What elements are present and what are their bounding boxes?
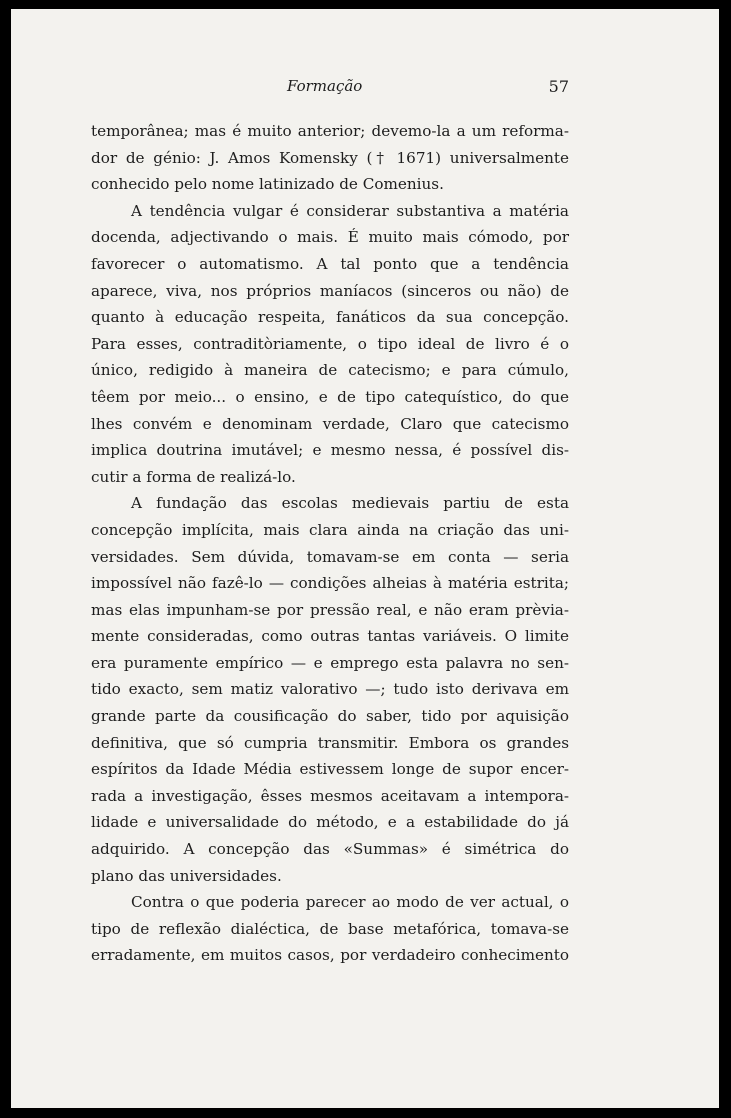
page-number: 57 bbox=[548, 77, 569, 96]
text-line: mente consideradas, como outras tantas variáveis. O limite bbox=[91, 627, 569, 646]
text-line: A fundação das escolas medievais partiu de esta bbox=[131, 494, 569, 513]
text-line: conhecido pelo nome latinizado de Comenius. bbox=[91, 175, 444, 194]
text-line: espíritos da Idade Média estivessem longe de supor encer- bbox=[91, 760, 569, 779]
text-line: concepção implícita, mais clara ainda na criação das uni- bbox=[91, 520, 569, 539]
text-line: Para esses, contraditòriamente, o tipo ideal de livro é o bbox=[91, 334, 569, 353]
text-line: versidades. Sem dúvida, tomavam-se em conta — seria bbox=[91, 547, 569, 566]
text-line: era puramente empírico — e emprego esta palavra no sen- bbox=[91, 653, 569, 672]
text-line: adquirido. A concepção das «Summas» é simétrica do bbox=[91, 840, 569, 859]
text-line: único, redigido à maneira de catecismo; e para cúmulo, bbox=[91, 361, 569, 380]
text-line: implica doutrina imutável; e mesmo nessa, é possível dis- bbox=[91, 441, 569, 460]
text-line: aparece, viva, nos próprios maníacos (sinceros ou não) de bbox=[91, 281, 569, 300]
text-line: grande parte da cousificação do saber, tido por aquisição bbox=[91, 707, 569, 726]
text-line: docenda, adjectivando o mais. É muito mais cómodo, por bbox=[91, 228, 569, 247]
text-line: dor de génio: J. Amos Komensky († 1671) universalmente bbox=[91, 148, 569, 167]
text-line: temporânea; mas é muito anterior; devemo-la a um reforma- bbox=[91, 122, 569, 140]
page-header bbox=[91, 77, 569, 99]
text-line: mas elas impunham-se por pressão real, e não eram prèvia- bbox=[91, 600, 569, 619]
body-text bbox=[91, 118, 569, 969]
text-line: definitiva, que só cumpria transmitir. Embora os grandes bbox=[91, 733, 569, 752]
text-line: lhes convém e denominam verdade, Claro que catecismo bbox=[91, 414, 569, 433]
text-line: quanto à educação respeita, fanáticos da sua concepção. bbox=[91, 308, 569, 327]
text-line: favorecer o automatismo. A tal ponto que a tendência bbox=[91, 254, 569, 273]
text-line: têem por meio... o ensino, e de tipo catequístico, do que bbox=[91, 387, 569, 406]
text-line: Contra o que poderia parecer ao modo de ver actual, o bbox=[131, 893, 569, 912]
running-title: Formação bbox=[287, 77, 363, 95]
text-line: tido exacto, sem matiz valorativo —; tudo isto derivava em bbox=[91, 680, 569, 699]
text-line: cutir a forma de realizá-lo. bbox=[91, 467, 296, 486]
text-line: plano das universidades. bbox=[91, 866, 282, 885]
text-line: tipo de reflexão dialéctica, de base metafórica, tomava-se bbox=[91, 919, 569, 938]
text-line: A tendência vulgar é considerar substantiva a matéria bbox=[131, 201, 569, 220]
text-line: rada a investigação, êsses mesmos aceitavam a intemporа- bbox=[91, 786, 569, 805]
text-line: erradamente, em muitos casos, por verdadeiro conhecimento bbox=[91, 946, 569, 965]
text-line: impossível não fazê-lo — condições alheias à matéria estrita; bbox=[91, 574, 569, 593]
text-line: lidade e universalidade do método, e a estabilidade do já bbox=[91, 813, 569, 832]
